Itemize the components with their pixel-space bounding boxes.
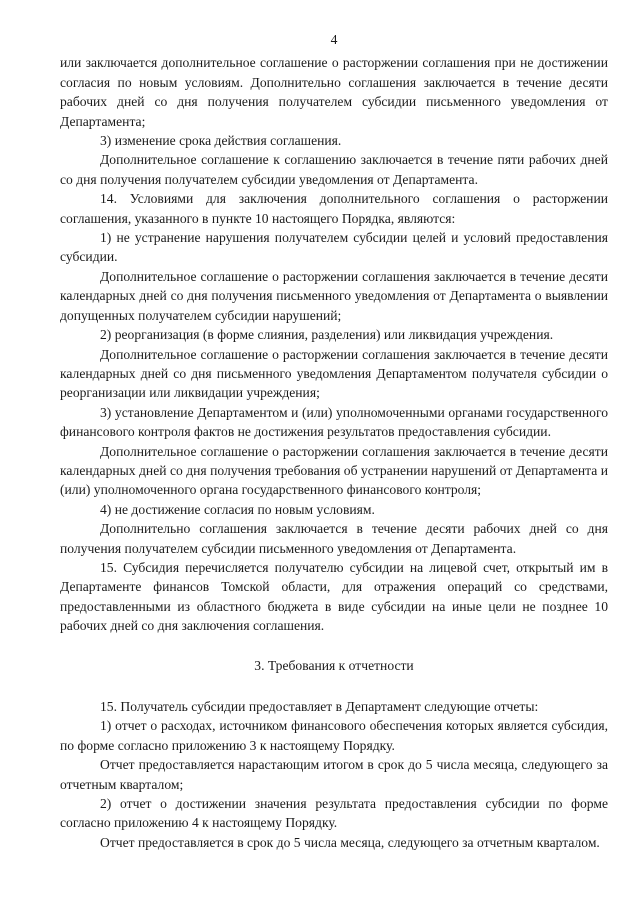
- body-before-heading: [60, 53, 608, 635]
- paragraph: Дополнительное соглашение к соглашению заключается в течение пяти рабочих дней со дня получения получателем субсидии уведомления от Департамента.: [60, 152, 608, 187]
- paragraph: 2) реорганизация (в форме слияния, разделения) или ликвидация учреждения.: [100, 327, 554, 343]
- paragraph: 2) отчет о достижении значения результата предоставления субсидии по форме согласно приложению 4 к настоящему Порядку.: [60, 796, 608, 831]
- paragraph: или заключается дополнительное соглашение о расторжении соглашения при не достижении согласия по новым условиям. Дополнительно соглашения заключается в течение десяти рабочих дней со дня получения получателем субсидии письменного уведомления от Департамента;: [60, 55, 608, 129]
- paragraph: Дополнительно соглашения заключается в течение десяти рабочих дней со дня получения получателем субсидии письменного уведомления от Департамента.: [60, 521, 608, 556]
- paragraph: 4) не достижение согласия по новым условиям.: [100, 501, 375, 517]
- paragraph: Отчет предоставляется в срок до 5 числа месяца, следующего за отчетным кварталом.: [100, 834, 600, 850]
- paragraph: Дополнительное соглашение о расторжении соглашения заключается в течение десяти календарных дней со дня получения требования об устранении нарушений от Департамента и (или) уполномоченного органа государственного финансового контроля;: [60, 443, 608, 498]
- body-after-heading: [60, 697, 608, 852]
- paragraph: 14. Условиями для заключения дополнительного соглашения о расторжении соглашения, указанного в пункте 10 настоящего Порядка, являются:: [60, 191, 608, 226]
- paragraph: 15. Субсидия перечисляется получателю субсидии на лицевой счет, открытый им в Департаменте финансов Томской области, для отражения операций со средствами, предоставленными из областного бюджета в виде субсидии на иные цели не позднее 10 рабочих дней со дня заключения соглашения.: [60, 559, 608, 634]
- paragraph: 3) установление Департаментом и (или) уполномоченными органами государственного финансового контроля фактов не достижения результатов предоставления субсидии.: [60, 404, 608, 440]
- section-heading: 3. Требования к отчетности: [254, 657, 414, 673]
- page-number: 4: [330, 32, 338, 47]
- paragraph: Дополнительное соглашение о расторжении соглашения заключается в течение десяти календарных дней со дня получения письменного уведомления от Департамента о выявлении допущенных получателем субсидии нарушений;: [60, 268, 608, 323]
- paragraph: Отчет предоставляется нарастающим итогом в срок до 5 числа месяца, следующего за отчетным кварталом;: [60, 757, 608, 792]
- paragraph: 1) отчет о расходах, источником финансового обеспечения которых является субсидия, по форме согласно приложению 3 к настоящему Порядку.: [60, 718, 608, 753]
- paragraph: 15. Получатель субсидии предоставляет в Департамент следующие отчеты:: [100, 699, 539, 714]
- paragraph: Дополнительное соглашение о расторжении соглашения заключается в течение десяти календарных дней со дня письменного уведомления Департаментом получателя субсидии о реорганизации или ликвидации учреждения;: [60, 346, 608, 401]
- paragraph: 1) не устранение нарушения получателем субсидии целей и условий предоставления субсидии.: [60, 230, 608, 265]
- paragraph: 3) изменение срока действия соглашения.: [100, 133, 342, 149]
